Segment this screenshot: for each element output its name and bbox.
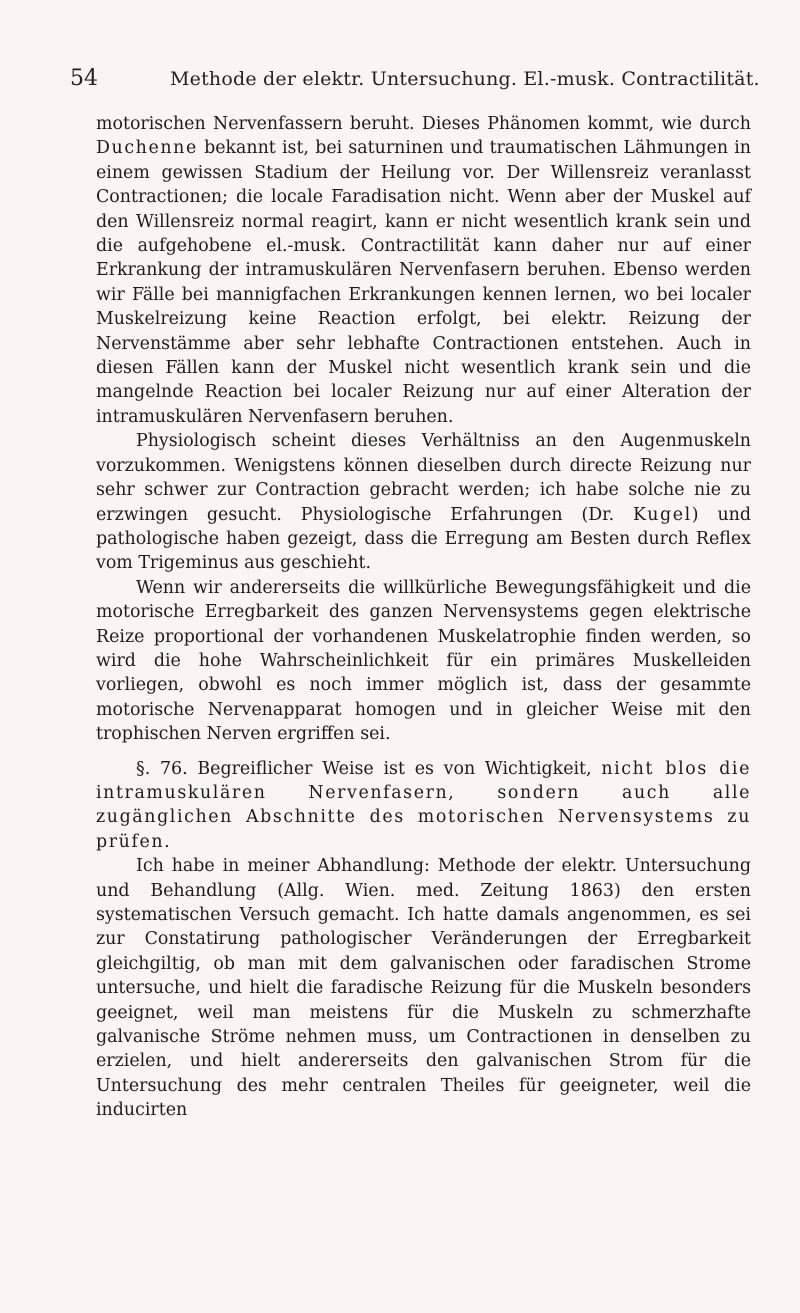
page-number: 54 — [70, 66, 98, 91]
paragraph — [96, 112, 751, 429]
running-title: Methode der elektr. Untersuchung. El.-musk. Contractilität. — [170, 68, 760, 90]
section-paragraph — [96, 757, 751, 855]
paragraph — [96, 429, 751, 575]
spaced-emphasis-text: nicht blos die intramuskulären Nervenfasern, sondern auch alle zugänglichen Abschnitte des motorischen Nervensystems zu prüfen. — [96, 758, 751, 852]
page-header — [70, 64, 760, 94]
paragraph — [96, 854, 751, 1122]
text-run: Physiologisch scheint dieses Verhältniss an den Augenmuskeln vorzukommen. Wenigstens können dieselben durch directe Reizung nur sehr schwer zur Contraction gebracht werden; ich habe solche nie zu erzwingen gesucht. Physiologische Erfahrungen (Dr. — [96, 431, 751, 525]
paragraph — [96, 576, 751, 747]
spaced-emphasis-text: Kugel — [633, 504, 692, 525]
text-run: Ich habe in meiner Abhandlung: Methode der elektr. Untersuchung und Behandlung (Allg. Wien. med. Zeitung 1863) den ersten systematischen Versuch gemacht. Ich hatte damals angenommen, es sei zur Constatirung pathologischer Veränderungen der Erregbarkeit gleichgiltig, ob man mit dem galvanischen oder faradischen Strome untersuche, und hielt die faradische Reizung für die Muskeln besonders geeignet, weil man meistens für die Muskeln zu schmerzhafte galvanische Ströme nehmen muss, um Contractionen in denselben zu erzielen, und hielt andererseits den galvanischen Strom für die Untersuchung des mehr centralen Theiles für geeigneter, weil die inducirten — [96, 856, 751, 1121]
text-run: motorischen Nervenfassern beruht. Dieses Phänomen kommt, wie durch — [96, 114, 751, 134]
spaced-emphasis-text: Duchenne — [96, 138, 198, 159]
text-run: Wenn wir andererseits die willkürliche Bewegungsfähigkeit und die motorische Erregbarkeit des ganzen Nervensystems gegen elektrische Reize proportional der vorhandenen Muskelatrophie finden werden, so wird die hohe Wahrscheinlichkeit für ein primäres Muskelleiden vorliegen, obwohl es noch immer möglich ist, dass der gesammte motorische Nervenapparat homogen und in gleicher Weise mit den trophischen Nerven ergriffen sei. — [96, 577, 751, 745]
text-run: bekannt ist, bei saturninen und traumatischen Lähmungen in einem gewissen Stadium der Heilung vor. Der Willensreiz veranlasst Contractionen; die locale Faradisation nicht. Wenn aber der Muskel auf den Willensreiz normal reagirt, kann er nicht wesentlich krank sein und die aufgehobene el.-musk. Contractilität kann daher nur auf einer Erkrankung der intramuskulären Nervenfasern beruhen. Ebenso werden wir Fälle bei mannigfachen Erkrankungen kennen lernen, wo bei localer Muskelreizung keine Reaction erfolgt, bei elektr. Reizung der Nervenstämme aber sehr lebhafte Contractionen entstehen. Auch in diesen Fällen kann der Muskel nicht wesentlich krank sein und die mangelnde Reaction bei localer Reizung nur auf einer Alteration der intramuskulären Nervenfasern beruhen. — [96, 138, 751, 427]
text-run: §. 76. Begreiflicher Weise ist es von Wichtigkeit, — [136, 758, 602, 779]
text-run: ) und pathologische haben gezeigt, dass die Erregung am Besten durch Reflex vom Trigeminus aus geschieht. — [96, 504, 751, 574]
body-text — [96, 112, 751, 1123]
